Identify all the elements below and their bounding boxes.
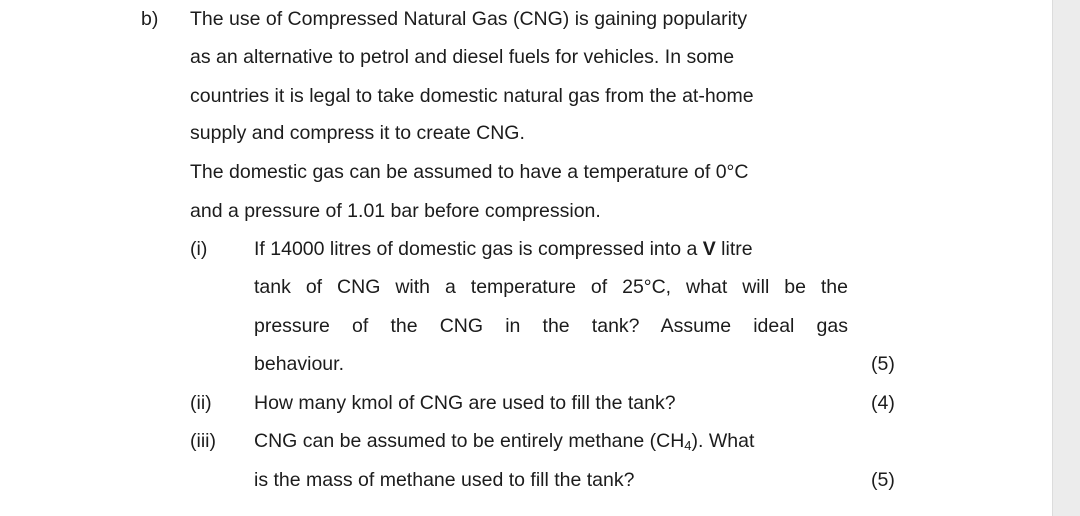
page-edge-background [1052, 0, 1080, 516]
part-i-text-a: If 14000 litres of domestic gas is compressed into a [254, 238, 703, 260]
part-iii-label: (iii) [190, 430, 216, 452]
part-ii-line-1: How many kmol of CNG are used to fill the tank? [254, 392, 676, 414]
part-i-line-2: tank of CNG with a temperature of 25°C, what will be the [254, 276, 848, 298]
part-i-marks: (5) [871, 353, 895, 375]
intro-line-3: countries it is legal to take domestic natural gas from the at-home [190, 85, 754, 107]
part-ii-marks: (4) [871, 392, 895, 414]
part-i-line-1 [254, 237, 848, 261]
methane-subscript: 4 [684, 438, 692, 453]
intro-line-2: as an alternative to petrol and diesel fuels for vehicles. In some [190, 46, 735, 68]
part-iii-marks: (5) [871, 469, 895, 491]
part-iii-line-2: is the mass of methane used to fill the tank? [254, 469, 635, 491]
part-i-label: (i) [190, 238, 208, 260]
part-iii-text-a: CNG can be assumed to be entirely methane (CH [254, 430, 685, 452]
part-iii-line-1 [254, 429, 754, 453]
part-iii-text-b: ). What [691, 430, 755, 452]
part-ii-label: (ii) [190, 392, 212, 414]
part-i-line-4: behaviour. [254, 353, 344, 375]
intro-line-6: and a pressure of 1.01 bar before compression. [190, 200, 601, 222]
intro-line-4: supply and compress it to create CNG. [190, 122, 525, 144]
part-i-text-b: litre [715, 238, 753, 260]
question-label: b) [141, 8, 159, 30]
part-i-line-3: pressure of the CNG in the tank? Assume ideal gas [254, 315, 848, 337]
intro-line-1: The use of Compressed Natural Gas (CNG) is gaining popularity [190, 8, 748, 30]
intro-line-5: The domestic gas can be assumed to have a temperature of 0°C [190, 161, 749, 183]
volume-symbol: V [702, 238, 716, 260]
